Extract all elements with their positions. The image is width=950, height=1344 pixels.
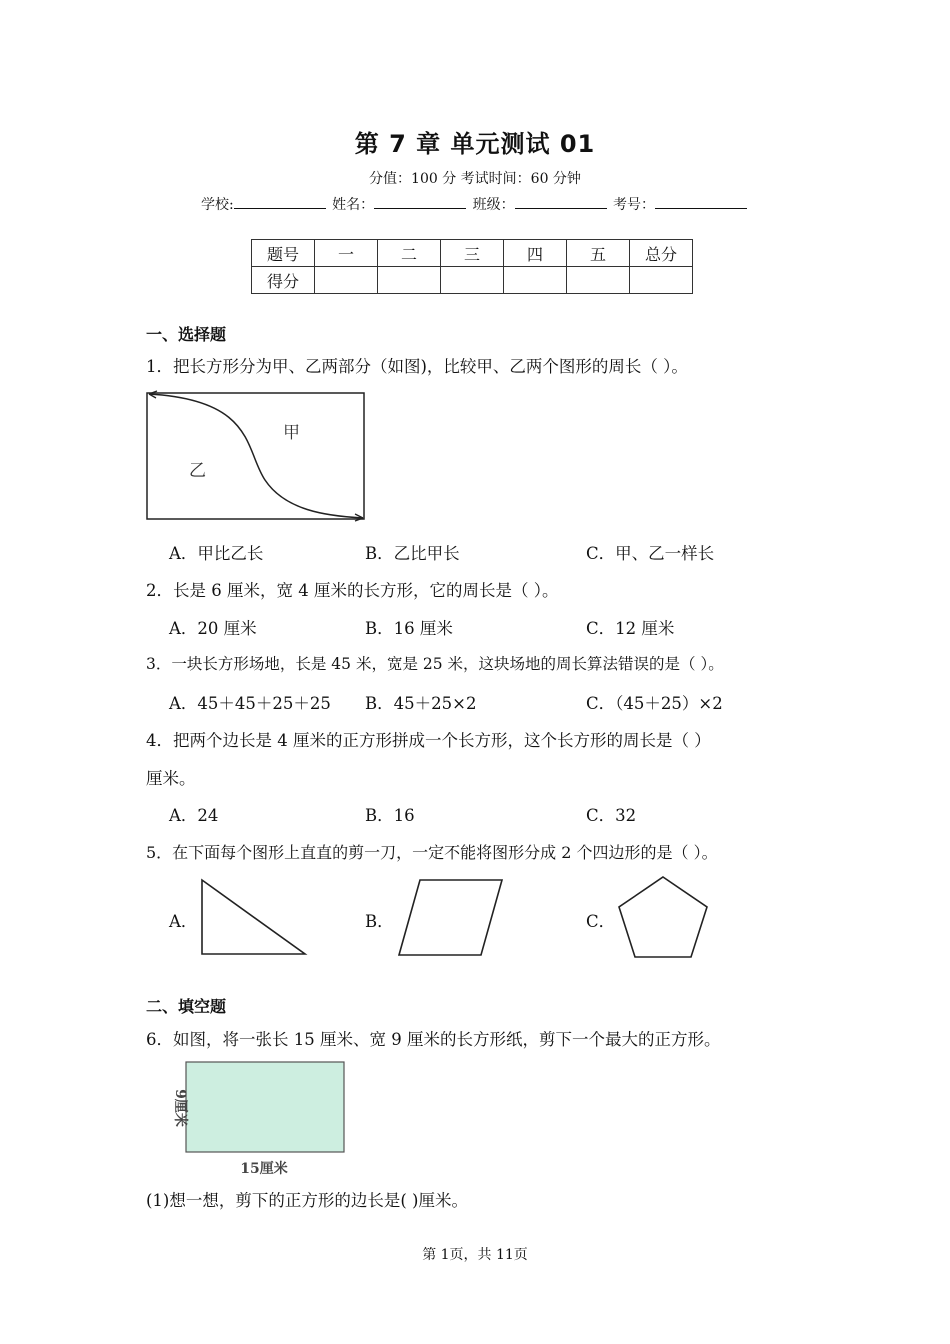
option-c[interactable]: C．32: [586, 806, 637, 825]
option-b[interactable]: B．: [365, 912, 394, 931]
rectangle-outline: [147, 393, 364, 519]
option-b[interactable]: B．16 厘米: [365, 619, 453, 638]
score-cell[interactable]: [504, 267, 567, 294]
option-b[interactable]: B．16: [365, 806, 415, 825]
section-title: 一、选择题: [146, 325, 227, 344]
table-cell: 题号: [252, 240, 315, 267]
paper-rectangle: [186, 1062, 344, 1152]
table-cell: 总分: [630, 240, 693, 267]
score-cell[interactable]: [567, 267, 630, 294]
question-6-sub-1: (1)想一想，剪下的正方形的边长是( )厘米。: [146, 1191, 468, 1210]
section-title: 二、填空题: [146, 997, 227, 1016]
score-table-score-row: [252, 267, 693, 294]
score-table: [251, 239, 693, 294]
name-blank[interactable]: [374, 196, 466, 209]
score-cell[interactable]: [315, 267, 378, 294]
table-cell: 五: [567, 240, 630, 267]
pentagon-shape[interactable]: [615, 874, 711, 960]
page-footer: 第 1页，共 11页: [422, 1247, 528, 1263]
question-2-text: 2．长是 6 厘米，宽 4 厘米的长方形，它的周长是（ ）。: [146, 581, 559, 600]
score-table-header-row: [252, 240, 693, 267]
option-b[interactable]: B．乙比甲长: [365, 544, 460, 563]
table-cell: 得分: [252, 267, 315, 294]
class-blank[interactable]: [515, 196, 607, 209]
score-cell[interactable]: [441, 267, 504, 294]
table-cell: 三: [441, 240, 504, 267]
width-label: 15厘米: [240, 1161, 288, 1177]
exam-number-blank[interactable]: [655, 196, 747, 209]
table-cell: 二: [378, 240, 441, 267]
question-6-text: 6．如图，将一张长 15 厘米、宽 9 厘米的长方形纸，剪下一个最大的正方形。: [146, 1030, 721, 1049]
page-title: 第 7 章 单元测试 01: [354, 130, 596, 158]
option-a[interactable]: A．甲比乙长: [169, 544, 264, 563]
question-5-text: 5．在下面每个图形上直直的剪一刀，一定不能将图形分成 2 个四边形的是（ ）。: [146, 843, 718, 862]
student-info-line: [0, 194, 950, 214]
figure-label-yi: 乙: [189, 461, 206, 481]
option-c[interactable]: C．12 厘米: [586, 619, 675, 638]
name-label: 姓名：: [332, 197, 375, 213]
figure-label-jia: 甲: [283, 423, 300, 443]
option-a[interactable]: A．45＋45＋25＋25: [169, 694, 331, 713]
table-cell: 四: [504, 240, 567, 267]
question-4-text-line2: 厘米。: [146, 769, 196, 788]
question-1-figure: [145, 390, 367, 522]
dividing-curve: [149, 394, 363, 518]
class-label: 班级：: [472, 197, 515, 213]
parallelogram-shape[interactable]: [396, 877, 506, 959]
school-label: 学校:: [200, 197, 234, 213]
question-4-text-line1: 4．把两个边长是 4 厘米的正方形拼成一个长方形，这个长方形的周长是（ ）: [146, 731, 711, 750]
question-6-figure: [158, 1060, 350, 1180]
option-a[interactable]: A．24: [169, 806, 219, 825]
table-cell: 一: [315, 240, 378, 267]
option-b[interactable]: B．45＋25×2: [365, 694, 477, 713]
school-blank[interactable]: [234, 196, 326, 209]
score-cell[interactable]: [378, 267, 441, 294]
question-3-text: 3．一块长方形场地，长是 45 米，宽是 25 米，这块场地的周长算法错误的是（ ）。: [146, 655, 724, 673]
height-label: 9厘米: [172, 1089, 188, 1127]
option-a[interactable]: A．20 厘米: [169, 619, 257, 638]
option-c[interactable]: C．（45＋25）×2: [586, 694, 723, 713]
option-a[interactable]: A．: [169, 912, 198, 931]
option-c[interactable]: C．甲、乙一样长: [586, 544, 715, 563]
score-cell[interactable]: [630, 267, 693, 294]
exam-meta: 分值：100 分 考试时间：60 分钟: [369, 171, 581, 187]
option-c[interactable]: C．: [586, 912, 616, 931]
exam-number-label: 考号：: [613, 197, 656, 213]
triangle-shape[interactable]: [198, 877, 310, 957]
question-1-text: 1．把长方形分为甲、乙两部分（如图)，比较甲、乙两个图形的周长（ ）。: [146, 357, 688, 376]
